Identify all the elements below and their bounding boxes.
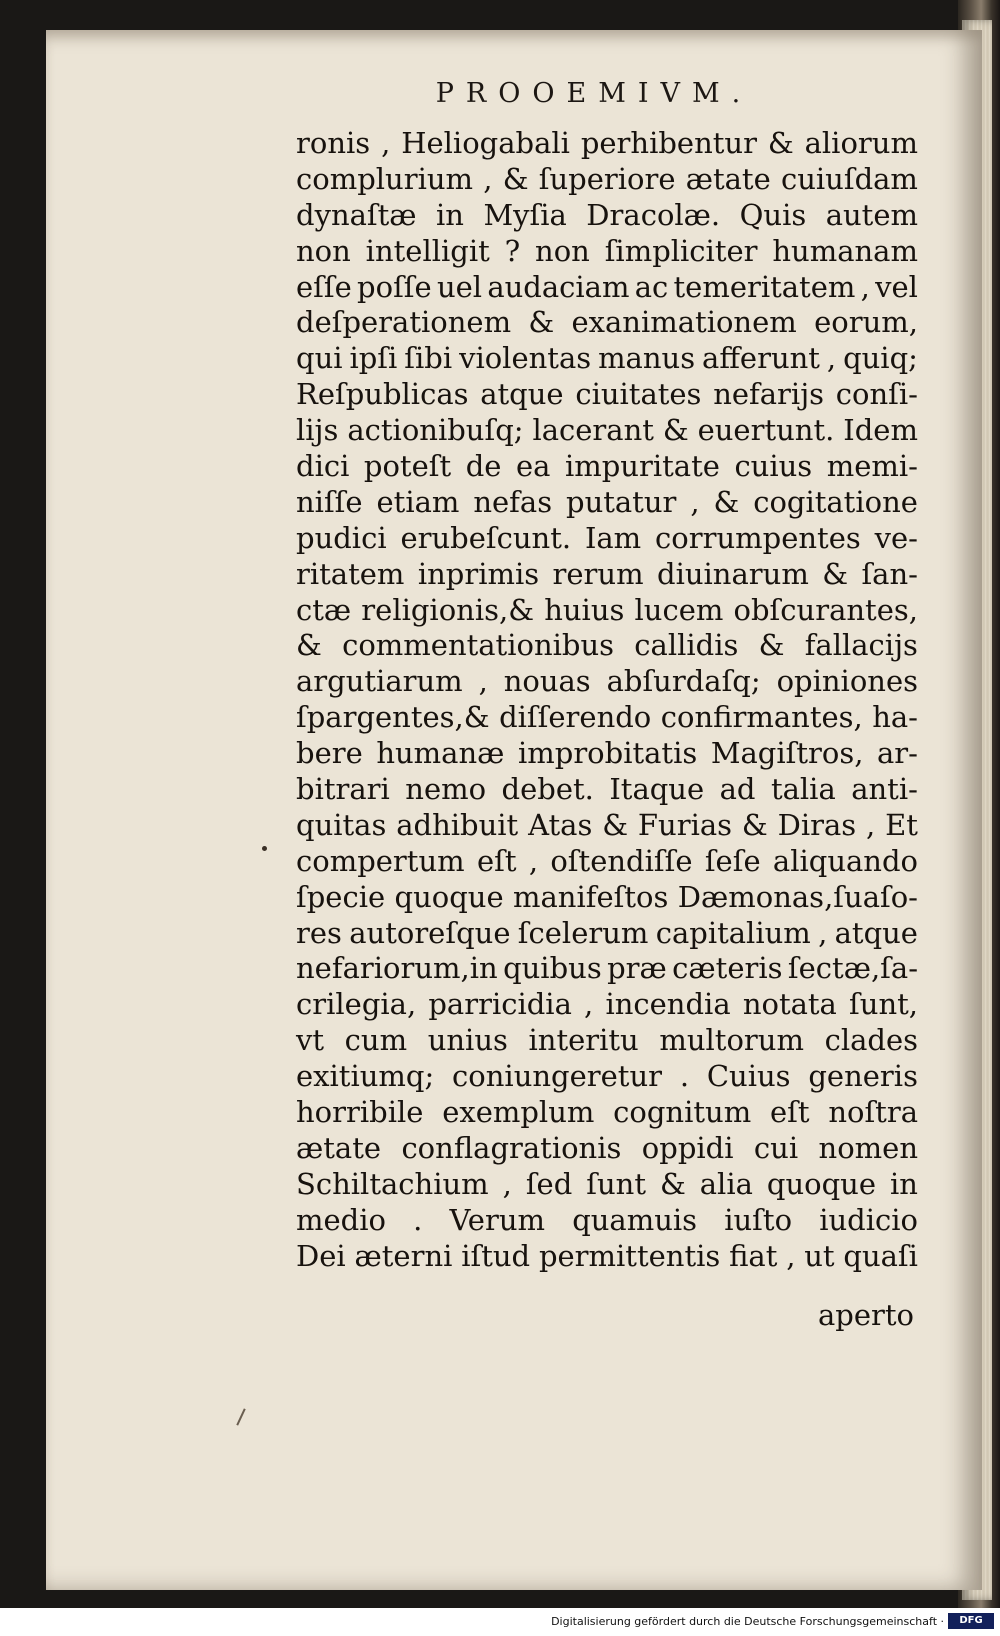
text-line: non intelligit ? non ſimpliciter humanam (296, 233, 918, 268)
text-line: bitrari nemo debet. Itaque ad talia anti- (296, 772, 918, 807)
text-line: pudici erubeſcunt. Iam corrumpentes ve- (296, 520, 918, 555)
text-line: ritatem inprimis rerum diuinarum & ſan- (296, 556, 918, 591)
text-line: lijs actionibuſq; lacerant & euertunt. Idem (296, 413, 918, 448)
text-line: quitas adhibuit Atas & Furias & Diras , Et (296, 807, 918, 842)
text-line: eſſe poſſe uel audaciam ac temeritatem , vel (296, 269, 918, 304)
text-line: ſpecie quoque manifeſtos Dæmonas,ſuaſo- (296, 879, 918, 914)
text-line: deſperationem & exanimationem eorum, (296, 305, 918, 340)
text-line: dynaſtæ in Myſia Dracolæ. Quis autem (296, 197, 918, 232)
text-line: ſpargentes,& diſſerendo confirmantes, ha- (296, 700, 918, 735)
text-line: Reſpublicas atque ciuitates nefarijs conſi- (296, 377, 918, 412)
pencil-mark (236, 1408, 245, 1425)
text-line: ronis , Heliogabali perhibentur & aliorum (296, 126, 918, 160)
text-line: horribile exemplum cognitum eſt noſtra (296, 1095, 918, 1130)
ink-spot (262, 846, 267, 851)
text-line: niſſe etiam nefas putatur , & cogitatione (296, 484, 918, 519)
footer-bar (0, 1608, 1000, 1636)
text-line: medio . Verum quamuis iuſto iudicio (296, 1202, 918, 1237)
footer-credit: Digitalisierung gefördert durch die Deutsche Forschungsgemeinschaft · (551, 1615, 944, 1628)
dfg-logo[interactable]: DFG (948, 1613, 994, 1629)
text-line: bere humanæ improbitatis Magiſtros, ar- (296, 736, 918, 771)
text-line: Dei æterni iſtud permittentis fiat , ut quaſi (296, 1238, 918, 1273)
text-line: res autoreſque ſcelerum capitalium , atque (296, 915, 918, 950)
text-line: & commentationibus callidis & fallacijs (296, 628, 918, 663)
text-line: ætate conflagrationis oppidi cui nomen (296, 1130, 918, 1165)
book-page (46, 30, 982, 1590)
text-line: nefariorum,in quibus præ cæteris ſectæ,ſa- (296, 951, 918, 986)
text-line: argutiarum , nouas abſurdaſq; opiniones (296, 664, 918, 699)
text-line: exitiumq; coniungeretur . Cuius generis (296, 1059, 918, 1094)
running-head: PROOEMIVM. (435, 78, 753, 109)
text-line: ctæ religionis,& huius lucem obſcurantes, (296, 592, 918, 627)
text-line: crilegia, parricidia , incendia notata ſunt, (296, 987, 918, 1022)
text-block (296, 126, 918, 1275)
catchword: aperto (818, 1298, 914, 1332)
text-line: qui ipſi ſibi violentas manus afferunt , quiq; (296, 341, 918, 376)
text-line: dici poteſt de ea impuritate cuius memi- (296, 449, 918, 484)
text-line: compertum eſt , oſtendiſſe ſeſe aliquando (296, 843, 918, 878)
text-line: Schiltachium , ſed ſunt & alia quoque in (296, 1166, 918, 1201)
text-line: vt cum unius interitu multorum clades (296, 1023, 918, 1058)
text-line: complurium , & ſuperiore ætate cuiuſdam (296, 161, 918, 196)
